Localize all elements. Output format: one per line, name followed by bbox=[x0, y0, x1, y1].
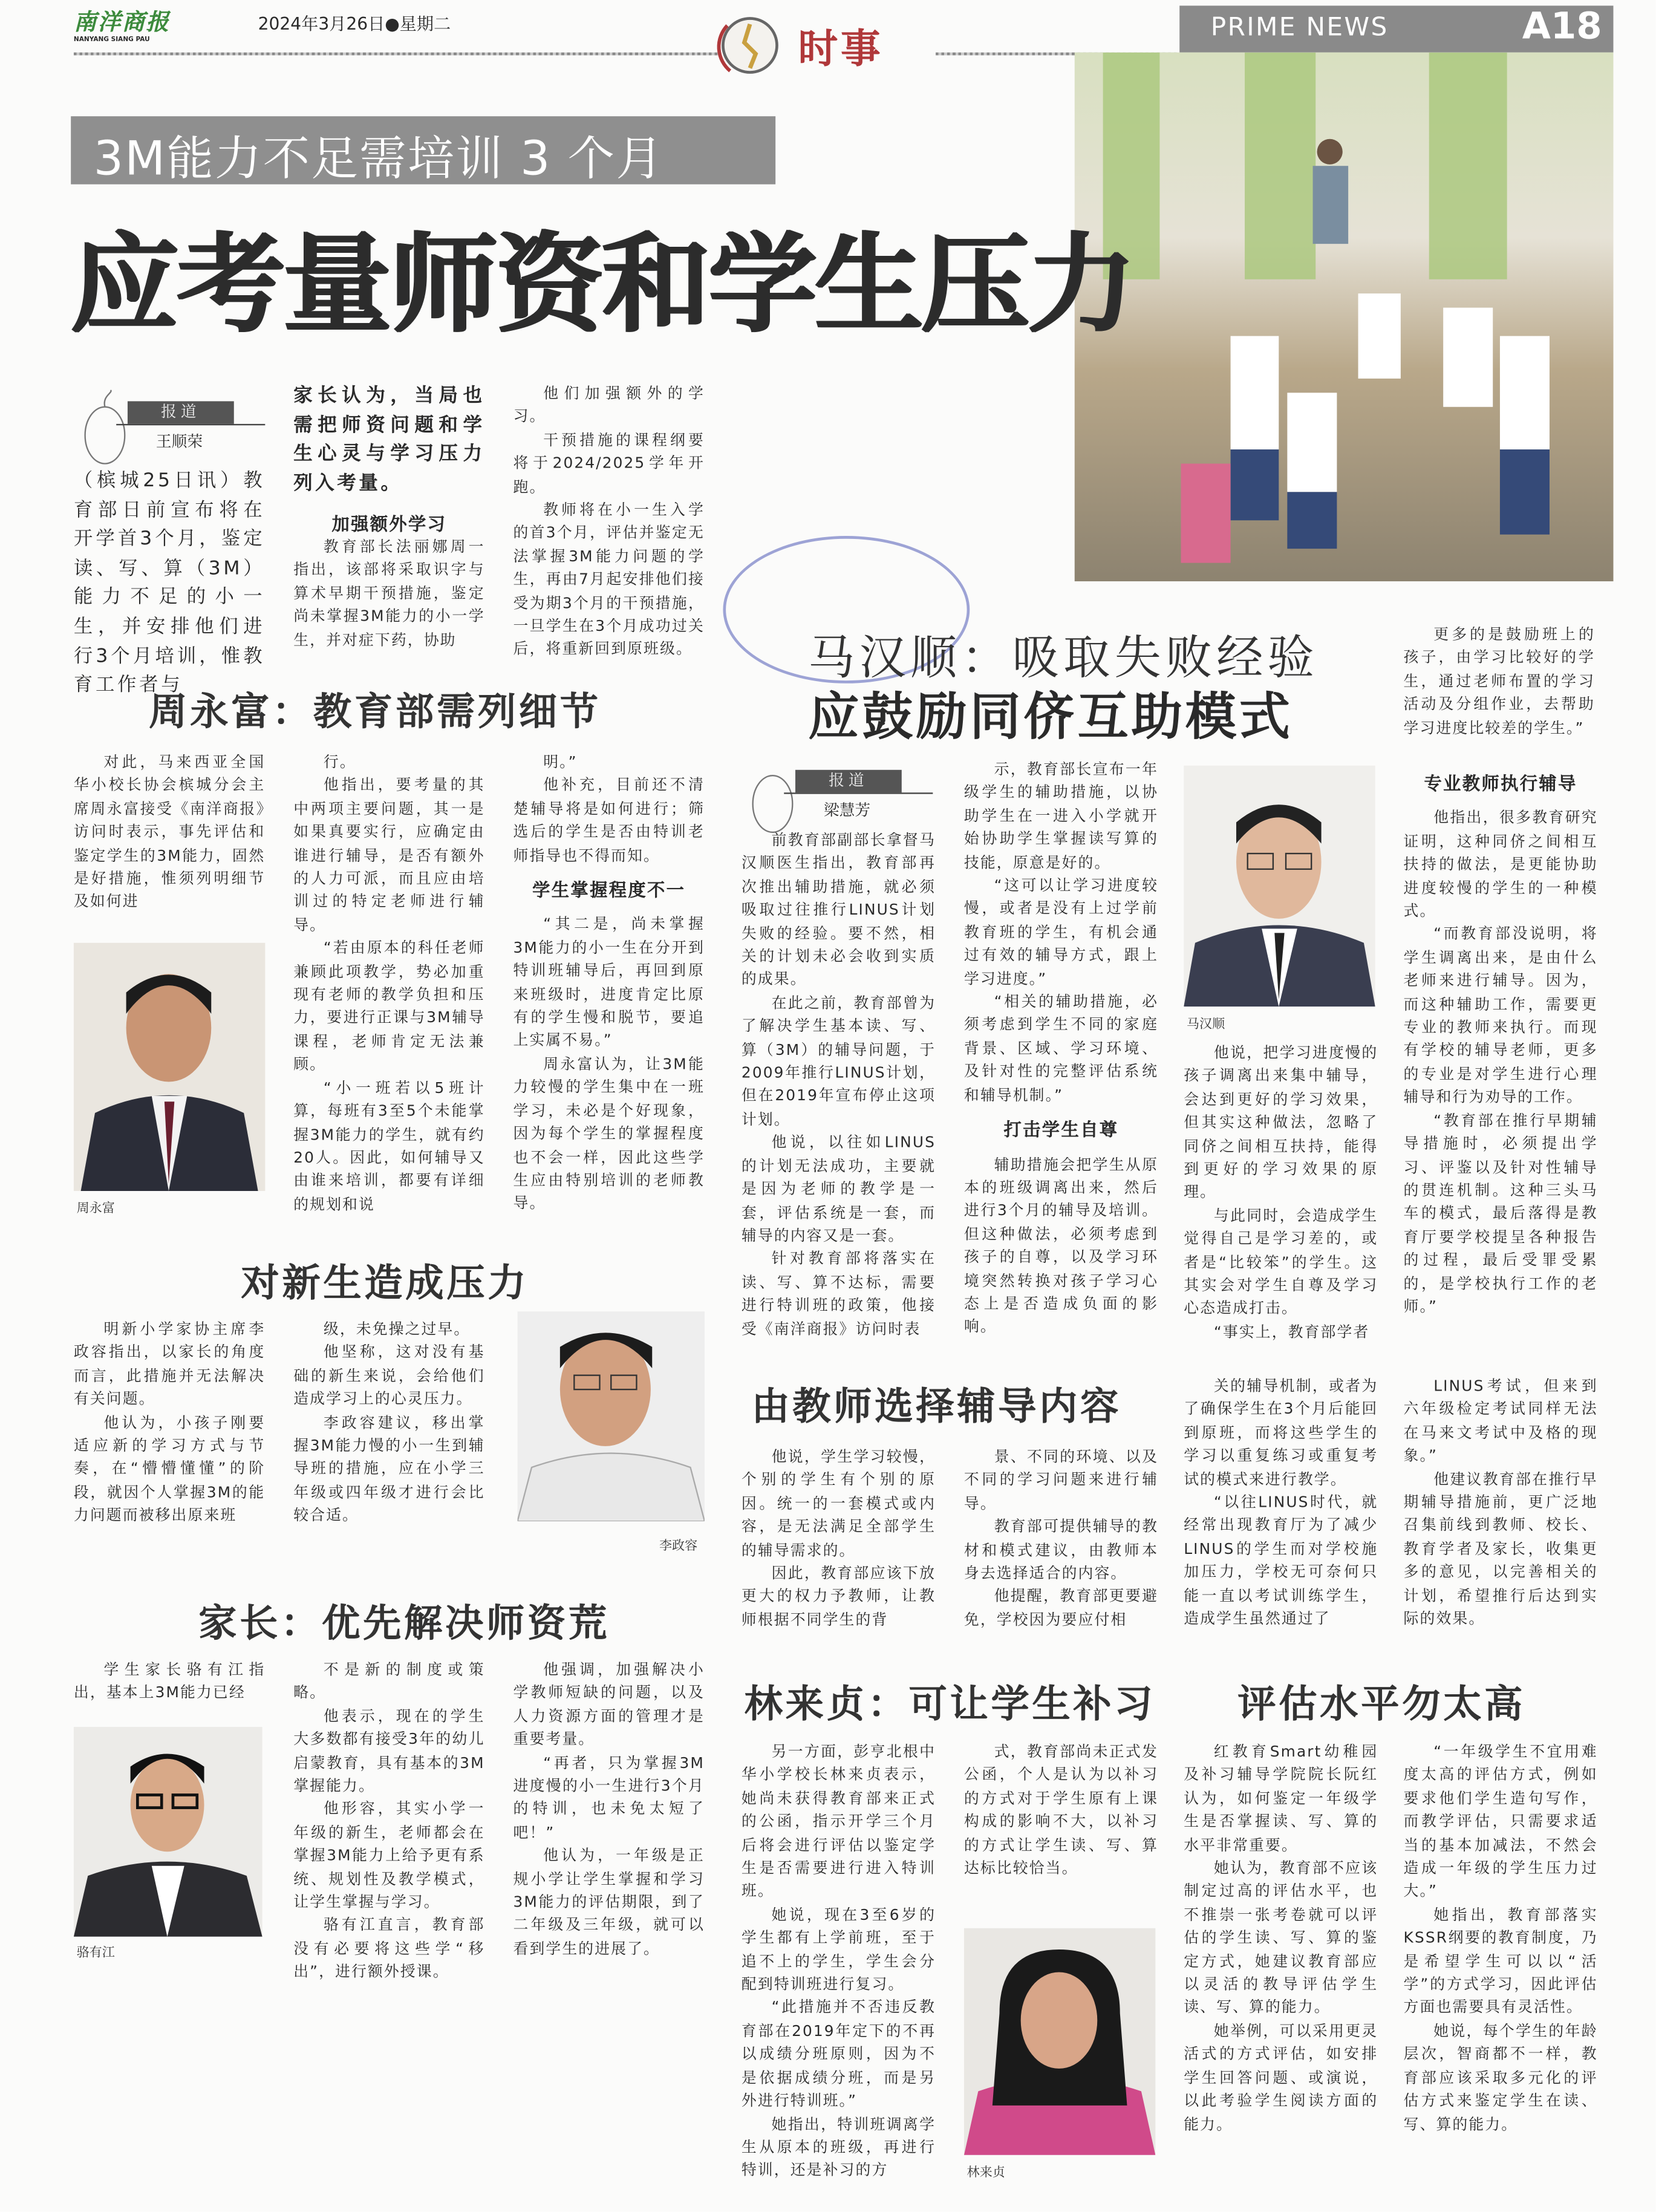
paragraph: 景、不同的环境、以及不同的学习问题来进行辅导。 bbox=[963, 1449, 1159, 1513]
photo-caption: 骆有江 bbox=[76, 1946, 115, 1961]
masthead-logo bbox=[74, 4, 170, 44]
article-column bbox=[964, 1446, 1158, 1633]
paragraph: 她举例，可以采用更灵活式的方式评估，如安排学生回答问题、或演说，以此考验学生阅读方面的能力。 bbox=[1184, 2023, 1378, 2133]
paragraph: 另一方面，彭亨北根中华小学校长林来贞表示，她尚未获得教育部来正式的公函，指示开学三个月后将会进行评估以鉴定学生是否需要进行进入特训班。 bbox=[741, 1744, 936, 1900]
article-column bbox=[1404, 1375, 1598, 1631]
paragraph: 学生家长骆有江指出，基本上3M能力已经 bbox=[73, 1662, 266, 1702]
paragraph: 他指出，很多教育研究证明，这种同侪之间相互扶持的做法，是更能协助进度较慢的学生的一种模式。 bbox=[1403, 810, 1598, 921]
paragraph: “一年级学生不宜用难度太高的评估方式，例如要求他们学生造句写作，而教学评估，只需要求适当的基本加减法，不然会造成一年级的学生压力过大。” bbox=[1403, 1744, 1598, 1900]
paragraph: 他表示，现在的学生大多数都有接受3年的幼儿启蒙教育，具有基本的3M掌握能力。 bbox=[293, 1708, 485, 1795]
paragraph: “若由原本的科任老师兼顾此项教学，势必加重现有老师的教学负担和压力，要进行正课与3M辅导课程，老师肯定无法兼顾。 bbox=[293, 940, 485, 1074]
paragraph: “事实上，教育部学者 bbox=[1213, 1324, 1370, 1342]
photo-caption: 李政容 bbox=[659, 1539, 698, 1555]
paragraph: 在此之前，教育部曾为了解决学生基本读、写、算（3M）的辅导问题，于2009年推行LINUS计划，但在2019年宣布停止这项计划。 bbox=[741, 995, 936, 1129]
portrait-photo bbox=[1184, 766, 1375, 1006]
logo-text: 南洋商报 bbox=[73, 8, 171, 36]
headline: 应考量师资和学生压力 bbox=[71, 221, 1135, 348]
article-column bbox=[1184, 1042, 1378, 1345]
prime-news-banner bbox=[1179, 5, 1613, 52]
paragraph: 辅助措施会把学生从原本的班级调离出来，然后进行3个月的辅导及培训。但这种做法，必须考虑到孩子的自尊，以及学习环境突然转换对孩子学习心态上是否造成负面的影响。 bbox=[963, 1156, 1159, 1336]
paragraph: 他补充，目前还不清楚辅导将是如何进行；筛选后的学生是否由特训老师指导也不得而知。 bbox=[513, 777, 705, 864]
article-column bbox=[742, 1446, 936, 1633]
subtitle: 3M能力不足需培训 3 个月 bbox=[93, 130, 665, 186]
reporter-name: 梁慧芳 bbox=[823, 801, 871, 820]
article-headline: 应鼓励同侪互助模式 bbox=[808, 689, 1293, 748]
paragraph: “这可以让学习进度较慢，或者是没有上过学前教育班的学生，有机会通过有效的辅导方式，跟上学习进度。” bbox=[963, 878, 1159, 988]
paragraph: 教育部可提供辅导的教材和模式建议，由教师本身去选择适合的内容。 bbox=[963, 1518, 1159, 1582]
logo-subtext: NANYANG SIANG PAU bbox=[73, 36, 150, 44]
paragraph: 他提醒，教育部更要避免，学校因为要应付相 bbox=[963, 1588, 1159, 1629]
article-column bbox=[742, 1741, 936, 2183]
article-column bbox=[513, 751, 705, 1216]
portrait-photo bbox=[518, 1311, 705, 1521]
paragraph: 不是新的制度或策略。 bbox=[293, 1662, 485, 1702]
byline-tag: 报道 bbox=[128, 401, 234, 424]
article-column bbox=[742, 829, 936, 1341]
paragraph: “而教育部没说明，将学生调离出来，是由什么老师来进行辅导。因为，而这种辅助工作，需要更专业的教师来执行。而现有学校的辅导老师，更多的专业是对学生进行心理辅导和行为劝导的工作。 bbox=[1403, 926, 1598, 1106]
reporter-name: 王顺荣 bbox=[155, 432, 203, 451]
byline bbox=[74, 390, 265, 468]
paragraph: 他说，把学习进度慢的孩子调离出来集中辅导，会达到更好的学习效果，但其实这种做法，忽略了同侪之间相互扶持，能得到更好的学习效果的原理。 bbox=[1184, 1045, 1378, 1202]
paragraph: 明。” bbox=[543, 754, 578, 772]
section-heading: 家长：优先解决师资荒 bbox=[198, 1602, 610, 1646]
paragraph: “其二是，尚未掌握3M能力的小一生在分开到特训班辅导后，再回到原来班级时，进度肯定比原有的学生慢和脱节，要追上实属不易。” bbox=[513, 916, 705, 1050]
mouse-icon bbox=[74, 390, 131, 468]
paragraph: “此措施并不否违反教育部在2019年定下的不再以成绩分班原则，因为不是依据成绩分班，而是另外进行特训班。” bbox=[741, 2000, 936, 2110]
paragraph: 他们加强额外的学习。 bbox=[513, 385, 705, 426]
subheading: 专业教师执行辅导 bbox=[1424, 772, 1577, 794]
paragraph: 教师将在小一生入学的首3个月，评估并鉴定无法掌握3M能力问题的学生，再由7月起安排他们接受为期3个月的干预措施，一旦学生在3个月成功过关后，将重新回到原班级。 bbox=[513, 501, 705, 659]
photo-caption: 周永富 bbox=[76, 1202, 115, 1217]
paragraph: 更多的是鼓励班上的孩子，由学习比较好的学生，通过老师布置的学习活动及分组作业，去帮助学习进度比较差的学生。” bbox=[1403, 627, 1595, 737]
section-heading: 对新生造成压力 bbox=[241, 1262, 529, 1306]
article-column bbox=[293, 751, 484, 1216]
article-headline: 马汉顺：吸取失败经验 bbox=[808, 629, 1319, 685]
section-heading: 林来贞：可让学生补习 bbox=[744, 1683, 1156, 1727]
portrait-photo bbox=[74, 943, 265, 1191]
paragraph: 因此，教育部应该下放更大的权力予教师，让教师根据不同学生的背 bbox=[741, 1565, 936, 1629]
paragraph: 她认为，教育部不应该制定过高的评估水平，也不推崇一张考卷就可以评估的学生读、写、算的鉴定方式，她建议教育部应以灵活的教导评估学生读、写、算的能力。 bbox=[1184, 1860, 1378, 2017]
article-column bbox=[293, 536, 484, 652]
mouse-icon bbox=[742, 759, 798, 837]
section-heading: 由教师选择辅导内容 bbox=[751, 1385, 1122, 1429]
paragraph: 明新小学家协主席李政容指出，以家长的角度而言，此措施并无法解决有关问题。 bbox=[73, 1321, 266, 1409]
subtitle-banner bbox=[71, 116, 775, 184]
portrait-photo bbox=[964, 1928, 1155, 2155]
paragraph: 对此，马来西亚全国华小校长协会槟城分会主席周永富接受《南洋商报》访问时表示，事先评估和鉴定学生的3M能力，固然是好措施，惟须列明细节及如何进 bbox=[73, 754, 266, 911]
article-column bbox=[74, 468, 265, 702]
paragraph: 他坚称，这对没有基础的新生来说，会给他们造成学习上的心灵压力。 bbox=[293, 1345, 485, 1409]
issue-date: 2024年3月26日●星期二 bbox=[258, 14, 451, 34]
paragraph: 他认为，小孩子刚要适应新的学习方式与节奏，在“懵懵懂懂”的阶段，就因个人掌握3M的能力问题而被移出原来班 bbox=[73, 1414, 266, 1525]
paragraph: 针对教育部将落实在读、写、算不达标，需要进行特训班的政策，他接受《南洋商报》访问时表 bbox=[741, 1251, 936, 1338]
paragraph: 她说，每个学生的年龄层次，智商都不一样，教育部应该采取多元化的评估方式来鉴定学生在读、写、算的能力。 bbox=[1403, 2023, 1598, 2133]
page-number: A18 bbox=[1522, 5, 1602, 48]
article-column bbox=[513, 1659, 705, 1961]
byline bbox=[742, 759, 933, 837]
article-column bbox=[1404, 1741, 1598, 2136]
paragraph: LINUS考试，但来到六年级检定考试同样无法在马来文考试中及格的现象。” bbox=[1403, 1378, 1598, 1465]
article-column bbox=[293, 1659, 484, 1984]
paragraph: “教育部在推行早期辅导措施时，必须提出学习、评鉴以及针对性辅导的贯连机制。这种三头马车的模式，最后落得是教育厅要学校提呈各种报告的过程，最后受罪受累的，是学校执行工作的老师。” bbox=[1403, 1112, 1598, 1316]
portrait-photo bbox=[74, 1727, 262, 1937]
paragraph: 周永富认为，让3M能力较慢的学生集中在一班学习，未必是个好现象，因为每个学生的掌握程度也不会一样，因此这些学生应由特别培训的老师教导。 bbox=[513, 1055, 705, 1213]
paragraph: 他指出，要考量的其中两项主要问题，其一是如果真要实行，应确定由谁进行辅导，是否有额外的人力可派，而且应由培训过的特定老师进行辅导。 bbox=[293, 777, 485, 935]
article-column bbox=[293, 1319, 484, 1528]
paragraph: （槟城25日讯）教育部日前宣布将在开学首3个月，鉴定读、写、算（3M）能力不足的小一生，并安排他们进行3个月培训，惟教育工作者与 bbox=[73, 471, 266, 697]
paragraph: 行。 bbox=[323, 754, 356, 772]
subheading: 学生掌握程度不一 bbox=[532, 879, 686, 901]
paragraph: 关的辅导机制，或者为了确保学生在3个月后能回到原班，而将这些学生的学习以重复练习或重复考试的模式来进行教学。 bbox=[1184, 1378, 1378, 1489]
paragraph: “相关的辅助措施，必须考虑到学生不同的家庭背景、区域、学习环境、及针对性的完整评估系统和辅导机制。” bbox=[963, 994, 1159, 1104]
subheading: 打击学生自尊 bbox=[1003, 1118, 1119, 1140]
section-heading: 评估水平勿太高 bbox=[1237, 1683, 1526, 1727]
article-column bbox=[964, 759, 1158, 1339]
paragraph: 式，教育部尚未正式发公函，个人是认为以补习的方式对于学生原有上课构成的影响不大，以补习的方式让学生读、写、算达标比较恰当。 bbox=[963, 1744, 1159, 1878]
paragraph: 他说，以往如LINUS的计划无法成功，主要就是因为老师的教学是一套，评估系统是一套，而辅导的内容又是一套。 bbox=[741, 1134, 936, 1245]
paragraph: 他强调，加强解决小学教师短缺的问题，以及人力资源方面的管理才是重要考量。 bbox=[513, 1662, 705, 1749]
paragraph: 干预措施的课程纲要将于2024/2025学年开跑。 bbox=[513, 432, 705, 496]
article-column bbox=[293, 383, 484, 552]
article-column bbox=[1184, 1741, 1378, 2136]
paragraph: “小一班若以5班计算，每班有3至5个未能掌握3M能力的学生，就有约20人。因此，如何辅导又由谁来培训，都要有详细的规划和说 bbox=[293, 1080, 485, 1213]
paragraph: “再者，只为掌握3M进度慢的小一生进行3个月的特训，也未免太短了吧！” bbox=[513, 1754, 705, 1842]
classroom-photo bbox=[1075, 53, 1614, 581]
paragraph: 他建议教育部在推行早期辅导措施前，更广泛地召集前线到教师、校长、教育学者及家长，收集更多的意见，以完善相关的计划，希望推行后达到实际的效果。 bbox=[1403, 1471, 1598, 1628]
paragraph: 她指出，特训班调离学生从原本的班级，再进行特训，还是补习的方 bbox=[741, 2116, 936, 2180]
photo-caption: 马汉顺 bbox=[1186, 1017, 1225, 1033]
header-rule bbox=[74, 53, 719, 56]
article-column bbox=[513, 383, 705, 662]
paragraph: 与此同时，会造成学生觉得自己是学习差的，或者是“比较笨”的学生。这其实会对学生自尊及学习心态造成打击。 bbox=[1184, 1207, 1378, 1318]
article-column bbox=[1404, 624, 1595, 740]
subheading: 加强额外学习 bbox=[331, 514, 447, 535]
paragraph: 家长认为，当局也需把师资问题和学生心灵与学习压力列入考量。 bbox=[293, 385, 485, 495]
photo-caption: 林来贞 bbox=[967, 2166, 1005, 2181]
section-title: 时事 bbox=[798, 25, 884, 73]
article-column bbox=[964, 1741, 1158, 1881]
article-column bbox=[74, 1659, 265, 1705]
article-column bbox=[74, 1319, 265, 1528]
paragraph: 他认为，一年级是正规小学让学生掌握和学习3M能力的评估期限，到了二年级及三年级，就可以看到学生的进展了。 bbox=[513, 1847, 705, 1958]
paragraph: 级，未免操之过早。 bbox=[323, 1321, 471, 1339]
paragraph: 他形容，其实小学一年级的新生，老师都会在掌握3M能力上给予更有系统、规划性及教学模式，让学生掌握与学习。 bbox=[293, 1801, 485, 1911]
paragraph: 李政容建议，移出掌握3M能力慢的小一生到辅导班的措施，应在小学三年级或四年级才进行会比较合适。 bbox=[293, 1414, 485, 1525]
paragraph: 骆有江直言，教育部没有必要将这些学“移出”，进行额外授课。 bbox=[293, 1917, 485, 1982]
paragraph: 红教育Smart幼稚园及补习辅导学院院长阮红认为，如何鉴定一年级学生是否掌握读、写、算的水平非常重要。 bbox=[1184, 1744, 1378, 1855]
paragraph: 教育部长法丽娜周一指出，该部将采取识字与算术早期干预措施，鉴定尚未掌握3M能力的小一学生，并对症下药，协助 bbox=[293, 538, 485, 649]
paragraph: 他说，学生学习较慢，个别的学生有个别的原因。统一的一套模式或内容，是无法满足全部学生的辅导需求的。 bbox=[741, 1449, 936, 1559]
byline-tag: 报道 bbox=[795, 770, 902, 793]
paragraph: 她说，现在3至6岁的学生都有上学前班，至于追不上的学生，学生会分配到特训班进行复习。 bbox=[741, 1907, 936, 1994]
paragraph: 示，教育部长宣布一年级学生的辅助措施，以协助学生在一进入小学就开始协助学生掌握读写算的技能，原意是好的。 bbox=[963, 761, 1159, 872]
brand-label: PRIME NEWS bbox=[1210, 13, 1389, 43]
paragraph: 前教育部副部长拿督马汉顺医生指出，教育部再次推出辅助措施，就必须吸取过往推行LINUS计划失败的经验。要不然，相关的计划未必会收到实质的成果。 bbox=[741, 832, 936, 989]
paragraph: “以往LINUS时代，就经常出现教育厅为了减少LINUS的学生而对学校施加压力，学校无可奈何只能一直以考试训练学生，造成学生虽然通过了 bbox=[1184, 1494, 1378, 1628]
article-column bbox=[1184, 1375, 1378, 1631]
paragraph: 她指出，教育部落实KSSR纲要的教育制度，乃是希望学生可以以“活学”的方式学习，因此评估方面也需要具有灵活性。 bbox=[1403, 1907, 1598, 2017]
article-column bbox=[74, 751, 265, 914]
article-column bbox=[1404, 772, 1598, 1319]
clock-icon bbox=[716, 11, 784, 80]
section-heading: 周永富：教育部需列细节 bbox=[149, 690, 601, 735]
